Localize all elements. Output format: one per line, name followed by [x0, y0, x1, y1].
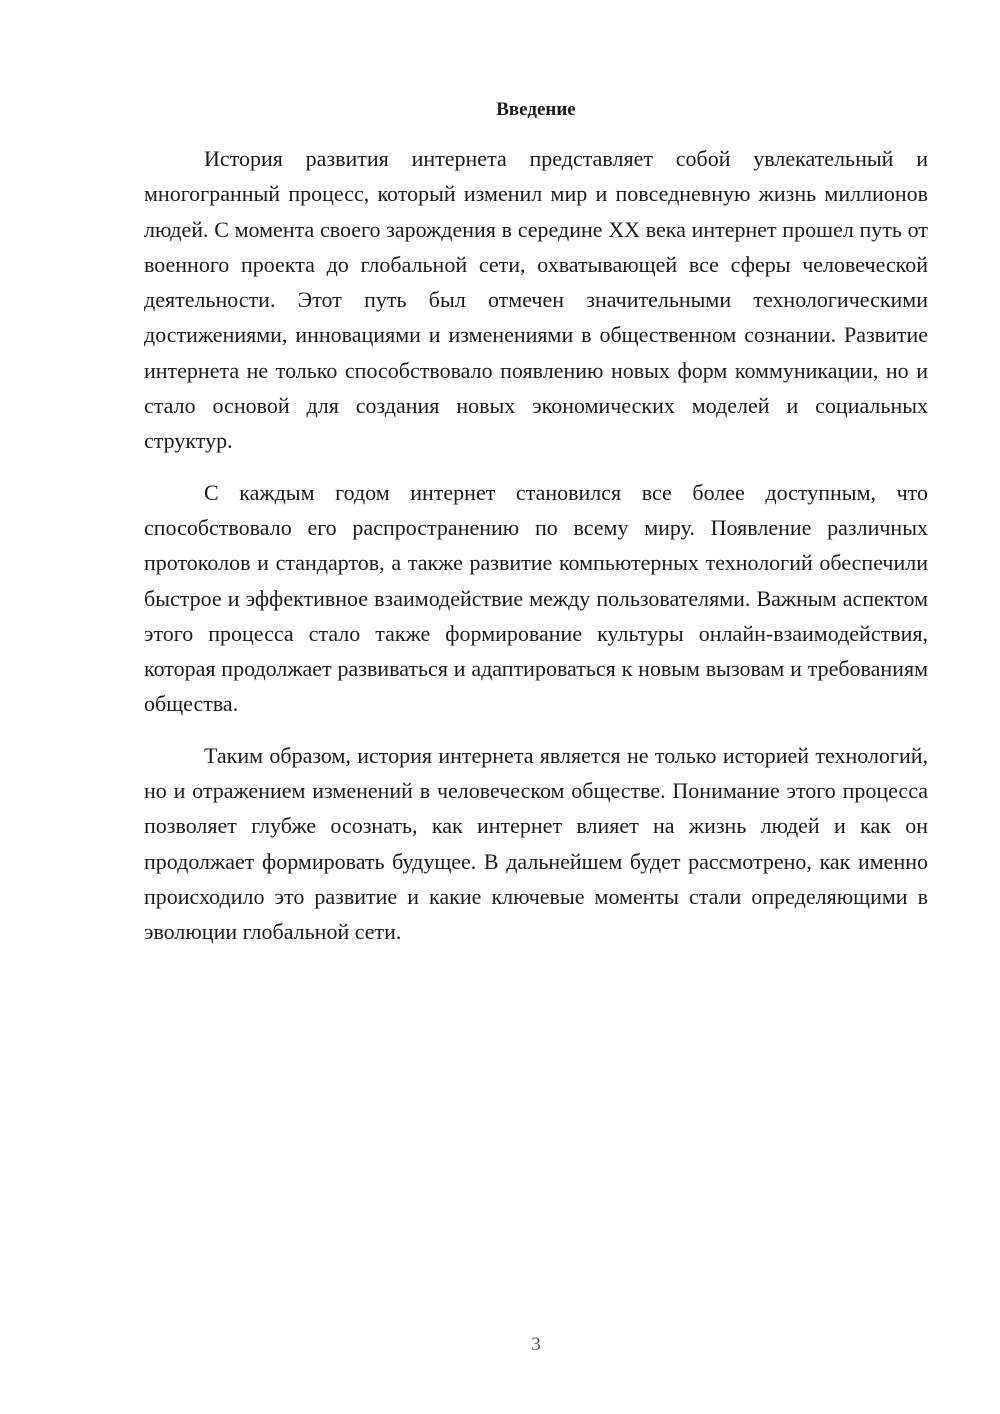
paragraph-3: Таким образом, история интернета является не только историей технологий, но и отражением изменений в человеческом обществе. Понимание этого процесса позволяет глубже осознать, как интернет влияет на жизнь людей и как он продолжает формировать будущее. В дальнейшем будет рассмотрено, как именно происходило это развитие и какие ключевые моменты стали определяющими в эволюции глобальной сети.: [144, 742, 928, 945]
body-text: [144, 141, 928, 966]
page-number: 3: [531, 1334, 541, 1355]
paragraph-1: История развития интернета представляет собой увлекательный и многогранный процесс, который изменил мир и повседневную жизнь миллионов людей. С момента своего зарождения в середине XX века интернет прошел путь от военного проекта до глобальной сети, охватывающей все сферы человеческой деятельности. Этот путь был отмечен значительными технологическими достижениями, инновациями и изменениями в общественном сознании. Развитие интернета не только способствовало появлению новых форм коммуникации, но и стало основой для создания новых экономических моделей и социальных структур.: [144, 146, 928, 454]
section-heading: Введение: [496, 99, 576, 120]
paragraph-2: С каждым годом интернет становился все более доступным, что способствовало его распространению по всему миру. Появление различных протоколов и стандартов, а также развитие компьютерных технологий обеспечили быстрое и эффективное взаимодействие между пользователями. Важным аспектом этого процесса стало также формирование культуры онлайн-взаимодействия, которая продолжает развиваться и адаптироваться к новым вызовам и требованиям общества.: [144, 479, 928, 717]
